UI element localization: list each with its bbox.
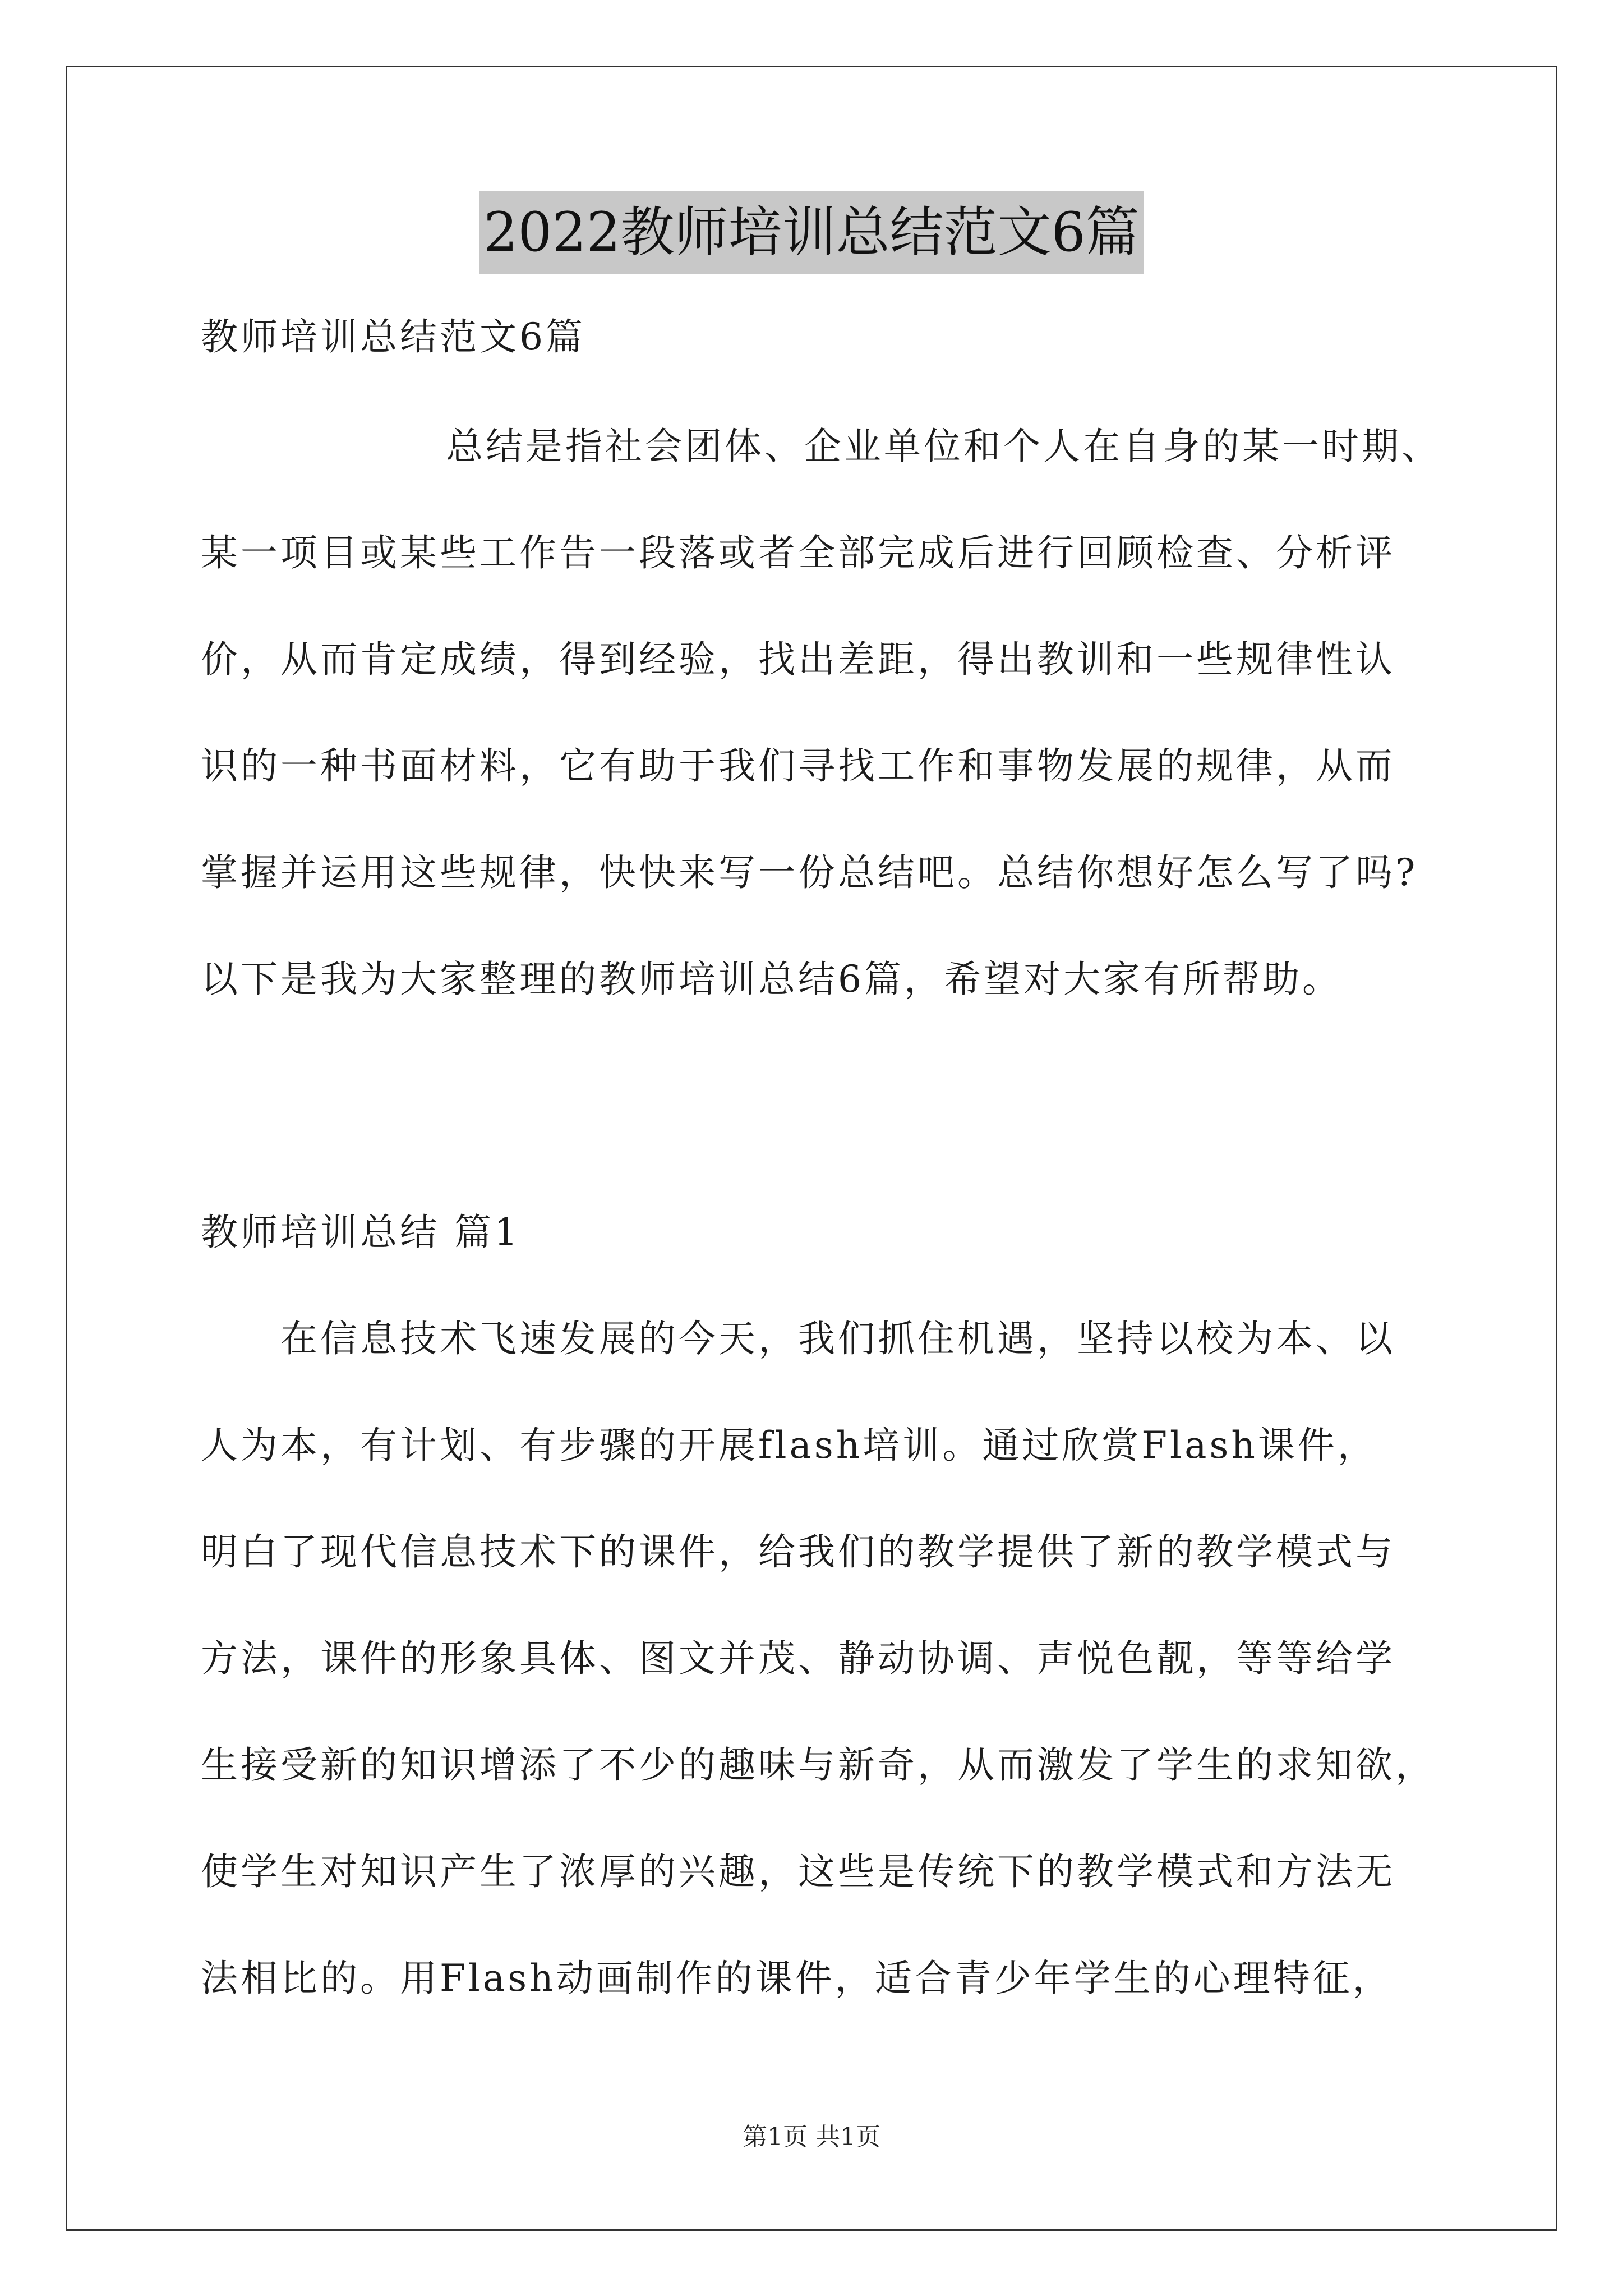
- document-title: 2022教师培训总结范文6篇: [479, 191, 1144, 274]
- section-line-5: 生接受新的知识增添了不少的趣味与新奇，从而激发了学生的求知欲，: [201, 1743, 1435, 1787]
- intro-line-3: 价，从而肯定成绩，得到经验，找出差距，得出教训和一些规律性认: [201, 638, 1395, 681]
- section-line-2: 人为本，有计划、有步骤的开展flash培训。通过欣赏Flash课件，: [201, 1424, 1377, 1467]
- intro-line-5: 掌握并运用这些规律，快快来写一份总结吧。总结你想好怎么写了吗?: [201, 851, 1418, 894]
- page-footer: 第1页 共1页: [743, 2123, 880, 2151]
- section-heading: 教师培训总结 篇1: [201, 1211, 520, 1254]
- page-border: [66, 66, 1557, 2231]
- document-subtitle: 教师培训总结范文6篇: [201, 315, 585, 358]
- section-line-4: 方法，课件的形象具体、图文并茂、静动协调、声悦色靓，等等给学: [201, 1637, 1395, 1680]
- intro-line-6: 以下是我为大家整理的教师培训总结6篇，希望对大家有所帮助。: [201, 958, 1342, 1001]
- title-container: [0, 191, 1623, 274]
- section-line-7: 法相比的。用Flash动画制作的课件，适合青少年学生的心理特征，: [201, 1957, 1393, 2000]
- section-line-1: 在信息技术飞速发展的今天，我们抓住机遇，坚持以校为本、以: [280, 1317, 1395, 1360]
- intro-line-2: 某一项目或某些工作告一段落或者全部完成后进行回顾检查、分析评: [201, 531, 1395, 574]
- intro-line-1: 总结是指社会团体、企业单位和个人在自身的某一时期、: [446, 425, 1441, 468]
- intro-line-4: 识的一种书面材料，它有助于我们寻找工作和事物发展的规律，从而: [201, 744, 1395, 788]
- section-line-3: 明白了现代信息技术下的课件，给我们的教学提供了新的教学模式与: [201, 1530, 1395, 1573]
- section-line-6: 使学生对知识产生了浓厚的兴趣，这些是传统下的教学模式和方法无: [201, 1850, 1395, 1893]
